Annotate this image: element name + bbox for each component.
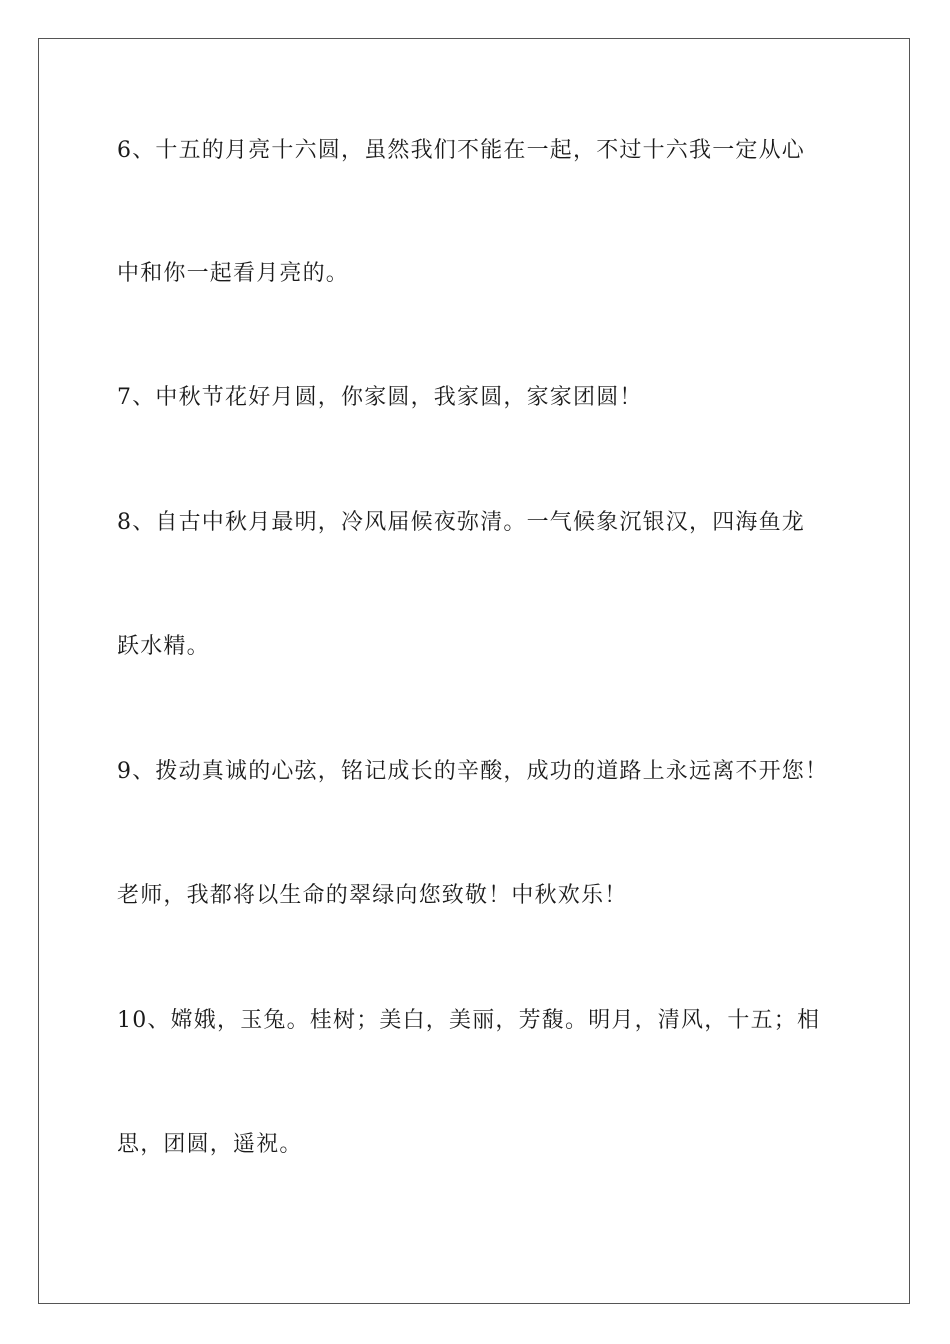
text-line: 跃水精。 bbox=[117, 634, 210, 659]
page-border bbox=[38, 38, 910, 1304]
text-line: 中和你一起看月亮的。 bbox=[117, 261, 350, 286]
text-line: 思，团圆，遥祝。 bbox=[117, 1132, 303, 1157]
text-line: 8、自古中秋月最明，冷风届候夜弥清。一气候象沉银汉，四海鱼龙 bbox=[117, 510, 805, 535]
text-line: 9、拨动真诚的心弦，铭记成长的辛酸，成功的道路上永远离不开您！ bbox=[117, 759, 829, 784]
text-line: 6、十五的月亮十六圆，虽然我们不能在一起，不过十六我一定从心 bbox=[117, 138, 805, 163]
text-line: 10、嫦娥，玉兔。桂树；美白，美丽，芳馥。明月，清风，十五；相 bbox=[117, 1008, 821, 1033]
text-line: 7、中秋节花好月圆，你家圆，我家圆，家家团圆！ bbox=[117, 385, 643, 410]
text-line: 老师，我都将以生命的翠绿向您致敬！中秋欢乐！ bbox=[117, 883, 628, 908]
